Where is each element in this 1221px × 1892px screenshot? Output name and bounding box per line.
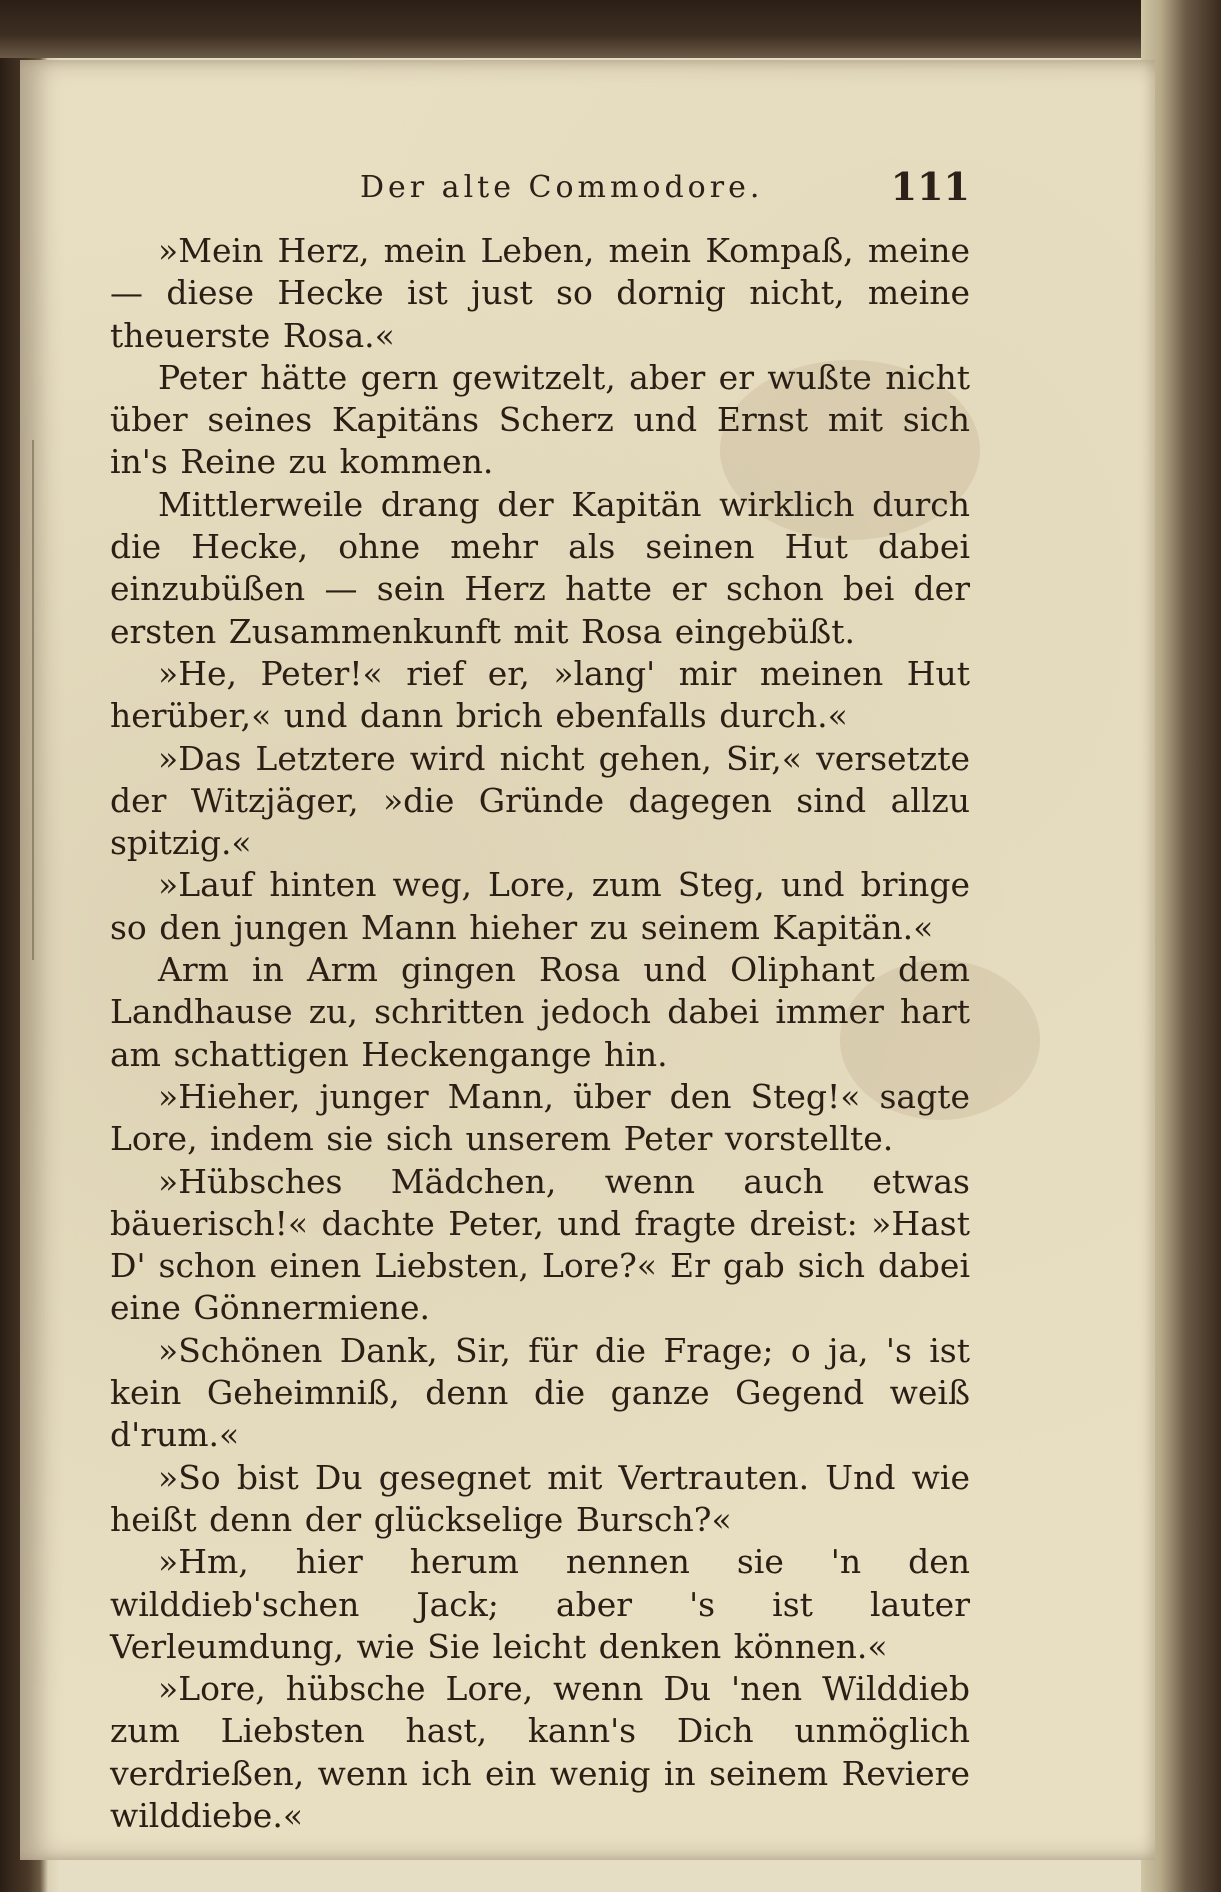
paragraph: »Lauf hinten weg, Lore, zum Steg, und bringe so den jungen Mann hieher zu seinem Kapitän.«	[110, 865, 970, 947]
book-page	[20, 60, 1155, 1860]
paragraph: »Hübsches Mädchen, wenn auch etwas bäuerisch!« dachte Peter, und fragte dreist: »Hast D' schon einen Liebsten, Lore?« Er gab sich dabei eine Gönnermiene.	[110, 1161, 970, 1328]
paragraph: Peter hätte gern gewitzelt, aber er wußte nicht über seines Kapitäns Scherz und Ernst mit sich in's Reine zu kommen.	[110, 357, 970, 482]
body-text	[110, 230, 970, 1837]
running-title: Der alte Commodore.	[360, 170, 764, 205]
paragraph: »So bist Du gesegnet mit Vertrauten. Und wie heißt denn der glückselige Bursch?«	[110, 1457, 970, 1539]
paragraph: »Hm, hier herum nennen sie 'n den wilddieb'schen Jack; aber 's ist lauter Verleumdung, wie Sie leicht denken können.«	[110, 1542, 970, 1666]
book-top-edge	[0, 0, 1221, 58]
paragraph: »Hieher, junger Mann, über den Steg!« sagte Lore, indem sie sich unserem Peter vorstellte.	[110, 1076, 970, 1159]
paragraph: Arm in Arm gingen Rosa und Oliphant dem Landhause zu, schritten jedoch dabei immer hart am schattigen Heckengange hin.	[110, 950, 970, 1074]
page-header	[110, 160, 970, 210]
paragraph: Mittlerweile drang der Kapitän wirklich durch die Hecke, ohne mehr als seinen Hut dabei einzubüßen — sein Herz hatte er schon bei der ersten Zusammenkunft mit Rosa eingebüßt.	[110, 484, 970, 651]
page-number: 111	[890, 164, 970, 209]
gutter-mark	[32, 440, 34, 960]
paragraph: »Mein Herz, mein Leben, mein Kompaß, meine — diese Hecke ist just so dornig nicht, meine theuerste Rosa.«	[110, 231, 970, 355]
paragraph: »Schönen Dank, Sir, für die Frage; o ja, 's ist kein Geheimniß, denn die ganze Gegend weiß d'rum.«	[110, 1330, 970, 1455]
paragraph: »Lore, hübsche Lore, wenn Du 'nen Wilddieb zum Liebsten hast, kann's Dich unmöglich verdrießen, wenn ich ein wenig in seinem Reviere wilddiebe.«	[110, 1669, 970, 1835]
paragraph: »He, Peter!« rief er, »lang' mir meinen Hut herüber,« und dann brich ebenfalls durch.«	[110, 653, 970, 736]
paragraph: »Das Letztere wird nicht gehen, Sir,« versetzte der Witzjäger, »die Gründe dagegen sind allzu spitzig.«	[110, 738, 970, 863]
